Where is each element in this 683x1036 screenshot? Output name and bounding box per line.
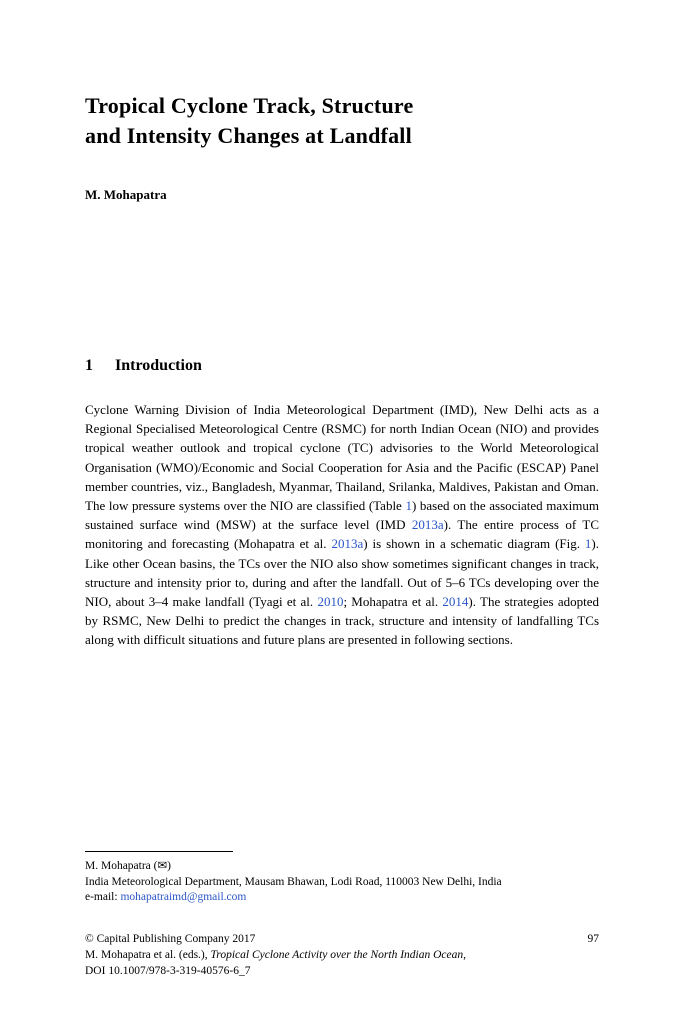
text-segment: ; Mohapatra et al. (343, 594, 443, 610)
text-segment: Cyclone Warning Division of India Meteorological Department (IMD), New Delhi acts as a Regional Specialised Meteorological Centre (RSMC) for north Indian Ocean (NIO) and provides tropical weather outlook and tropical cyclone (TC) advisories to the World Meteorological Organisation (WMO)/Economic and Social Cooperation for Asia and the Pacific (ESCAP) Panel member countries, viz., Bangladesh, Myanmar, Thailand, Srilanka, Maldives, Pakistan and Oman. The low pressure systems over the NIO are classified (Table (85, 402, 599, 514)
page-content (85, 0, 599, 650)
inline-citation-link[interactable]: 1 (584, 536, 592, 552)
page-number: 97 (587, 933, 599, 945)
inline-citation-link[interactable]: 2013a (331, 536, 364, 552)
text-segment: ) is shown in a schematic diagram (Fig. (363, 536, 585, 552)
section-number: 1 (85, 357, 93, 374)
chapter-title-line2: and Intensity Changes at Landfall (85, 123, 412, 148)
chapter-title-line1: Tropical Cyclone Track, Structure (85, 93, 414, 118)
email-label: e-mail: (85, 891, 121, 903)
inline-citation-link[interactable]: 2013a (411, 517, 444, 533)
footer-line1 (85, 932, 599, 948)
body-paragraph (85, 400, 599, 650)
text-segment: ). Like other Ocean basins, the TCs over the NIO also show sometimes significant changes in track, structure and intensity prior to, during and after the landfall. Out of 5–6 TCs developing over the NIO, about 3–4 make landfall (Tyagi et al. (85, 536, 600, 610)
footnote-affiliation: India Meteorological Department, Mausam Bhawan, Lodi Road, 110003 New Delhi, India (85, 875, 502, 888)
footnote-rule (85, 851, 233, 852)
footer-citation (85, 948, 599, 964)
chapter-title (85, 91, 599, 151)
inline-citation-link[interactable]: 2014 (442, 594, 469, 610)
footnote-author: M. Mohapatra (✉) (85, 860, 171, 872)
inline-citation-link[interactable]: 1 (405, 498, 412, 514)
email-link[interactable]: mohapatraimd@gmail.com (120, 891, 247, 903)
section-title: Introduction (115, 357, 202, 374)
footnote-block (85, 851, 599, 906)
inline-citation-link[interactable]: 2010 (317, 594, 344, 610)
text-segment: ) based on the associated maximum sustained surface wind (MSW) at the surface level (IMD (85, 498, 599, 533)
text-segment: , (463, 948, 467, 961)
text-segment: M. Mohapatra et al. (eds.), (85, 948, 211, 961)
footer-doi: DOI 10.1007/978-3-319-40576-6_7 (85, 964, 251, 977)
section-heading (85, 357, 599, 375)
author-name: M. Mohapatra (85, 187, 167, 202)
footer-copyright: © Capital Publishing Company 2017 (85, 933, 256, 945)
text-segment: Tropical Cyclone Activity over the North Indian Ocean (210, 948, 464, 961)
footnote-email-line (85, 890, 599, 906)
footer-block (85, 932, 599, 979)
text-segment: ). The strategies adopted by RSMC, New Delhi to predict the changes in track, structure and intensity of landfalling TCs along with difficult situations and future plans are presented in following sections. (85, 594, 599, 648)
text-segment: ). The entire process of TC monitoring and forecasting (Mohapatra et al. (85, 517, 599, 552)
